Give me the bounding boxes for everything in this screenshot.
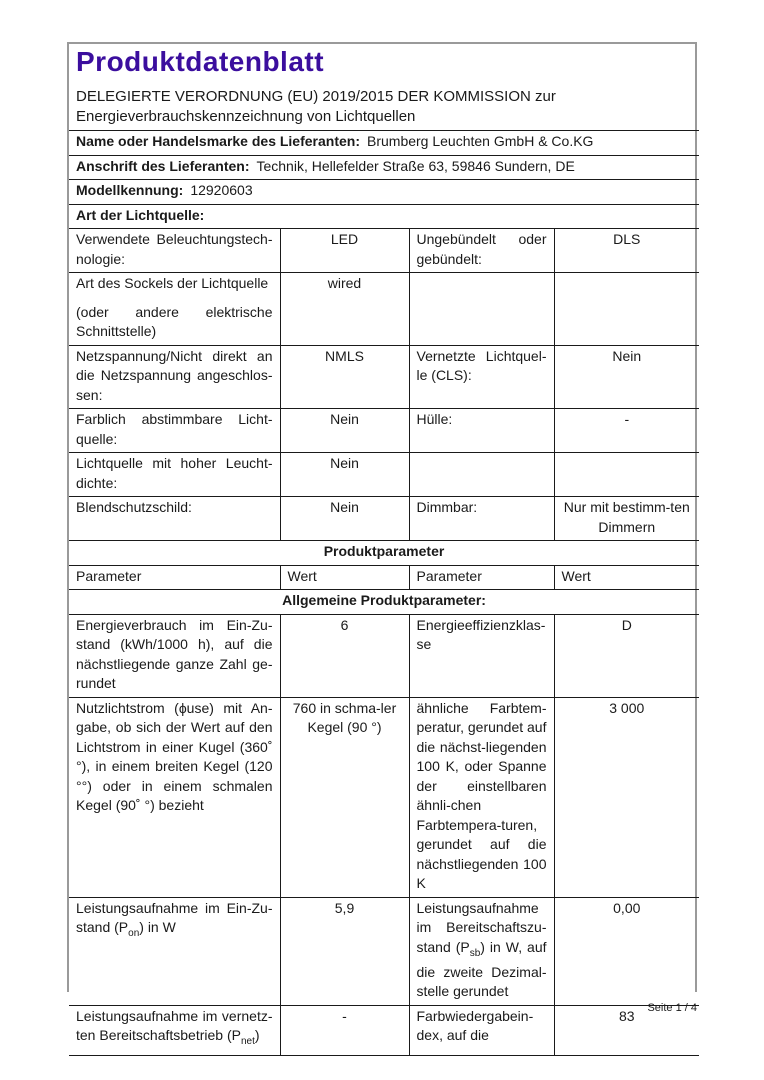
- subscript: sb: [469, 947, 481, 959]
- value-cell: 0,00: [554, 897, 699, 1005]
- param-cell: [69, 897, 280, 1005]
- param-text: ) in W, auf die zweite Dezimal-stelle gerundet: [416, 938, 547, 1000]
- param-text: Leistungsaufnahme im vernetz-ten Bereitschaftsbetrieb (P: [76, 1007, 273, 1044]
- supplier-address-row: [69, 155, 699, 180]
- param-cell: [69, 273, 280, 346]
- param-cell: Lichtquelle mit hoher Leucht-dichte:: [69, 453, 280, 497]
- column-header-row: [69, 565, 699, 590]
- param-cell: Farblich abstimmbare Licht-quelle:: [69, 409, 280, 453]
- table-row: [69, 614, 699, 697]
- column-header-param2: Parameter: [409, 565, 554, 590]
- param-cell-empty: [409, 273, 554, 346]
- table-row: [69, 453, 699, 497]
- param-cell: Vernetzte Lichtquel-le (CLS):: [409, 345, 554, 409]
- table-row: [69, 273, 699, 346]
- supplier-name-label: Name oder Handelsmarke des Lieferanten:: [76, 133, 360, 149]
- title-row: [69, 44, 699, 131]
- param-cell: Farbwiedergabein-dex, auf die: [409, 1005, 554, 1055]
- param-cell: Energieverbrauch im Ein-Zu-stand (kWh/1000 h), auf die nächstliegende ganze Zahl ge-rundet: [69, 614, 280, 697]
- value-cell: wired: [280, 273, 409, 346]
- subscript: net: [240, 1036, 255, 1048]
- supplier-name-row: [69, 131, 699, 156]
- param-text: ) in W: [139, 919, 176, 935]
- supplier-name-cell: [69, 131, 699, 156]
- value-cell-empty: [554, 273, 699, 346]
- section-general-parameters-row: [69, 590, 699, 615]
- table-row: [69, 345, 699, 409]
- param-cell: Energieeffizienzklas-se: [409, 614, 554, 697]
- param-cell: Netzspannung/Nicht direkt an die Netzspannung angeschlos-sen:: [69, 345, 280, 409]
- table-row: [69, 497, 699, 541]
- value-cell: Nein: [280, 409, 409, 453]
- supplier-address-cell: [69, 155, 699, 180]
- section-light-source-type: Art der Lichtquelle:: [69, 204, 699, 229]
- table-row: [69, 897, 699, 1005]
- column-header-value1: Wert: [280, 565, 409, 590]
- section-product-parameters-row: [69, 541, 699, 566]
- param-line-1: Art des Sockels der Lichtquelle: [76, 275, 269, 291]
- column-header-param1: Parameter: [69, 565, 280, 590]
- param-cell: ähnliche Farbtem-peratur, gerundet auf die nächst-liegenden 100 K, oder Spanne der einstellbaren ähnli-chen Farbtempera-turen, gerundet auf die nächstliegenden 100 K: [409, 697, 554, 897]
- table-row: [69, 229, 699, 273]
- value-cell: Nur mit bestimm-ten Dimmern: [554, 497, 699, 541]
- value-cell: 5,9: [280, 897, 409, 1005]
- model-id-value: 12920603: [190, 182, 253, 198]
- section-light-source-type-row: [69, 204, 699, 229]
- subtitle-line-1: DELEGIERTE VERORDNUNG (EU) 2019/2015 DER KOMMISSION zur: [76, 88, 556, 105]
- param-cell: Nutzlichtstrom (ϕuse) mit An-gabe, ob sich der Wert auf den Lichtstrom in einer Kugel (360˚ °), in einem breiten Kegel (120 °°) oder in einem schmalen Kegel (90˚ °) bezieht: [69, 697, 280, 897]
- model-id-label: Modellkennung:: [76, 182, 184, 198]
- value-cell: Nein: [280, 497, 409, 541]
- model-id-cell: [69, 180, 699, 205]
- param-cell: Blendschutzschild:: [69, 497, 280, 541]
- table-row: [69, 697, 699, 897]
- value-cell: D: [554, 614, 699, 697]
- column-header-value2: Wert: [554, 565, 699, 590]
- value-cell: LED: [280, 229, 409, 273]
- table-row: [69, 409, 699, 453]
- title-cell: [69, 44, 699, 131]
- regulation-subtitle: [76, 87, 692, 127]
- param-cell: [409, 897, 554, 1005]
- value-cell: Nein: [280, 453, 409, 497]
- value-cell: NMLS: [280, 345, 409, 409]
- subtitle-line-2: Energieverbrauchskennzeichnung von Lichtquellen: [76, 108, 416, 125]
- value-cell-empty: [554, 453, 699, 497]
- param-cell: Verwendete Beleuchtungstech-nologie:: [69, 229, 280, 273]
- supplier-address-value: Technik, Hellefelder Straße 63, 59846 Sundern, DE: [256, 157, 575, 174]
- datasheet-table: [69, 44, 699, 1056]
- value-cell: 3 000: [554, 697, 699, 897]
- section-general-parameters: Allgemeine Produktparameter:: [69, 590, 699, 615]
- param-text: ): [254, 1027, 260, 1044]
- subscript: on: [128, 927, 140, 939]
- model-id-row: [69, 180, 699, 205]
- section-product-parameters: Produktparameter: [69, 541, 699, 566]
- page-number: Seite 1 / 4: [647, 1002, 697, 1014]
- param-cell: Dimmbar:: [409, 497, 554, 541]
- value-cell: -: [280, 1005, 409, 1055]
- param-line-2: (oder andere elektrische Schnittstelle): [76, 303, 273, 339]
- param-cell: Hülle:: [409, 409, 554, 453]
- page-title: Produktdatenblatt: [76, 46, 325, 77]
- value-cell: DLS: [554, 229, 699, 273]
- value-cell: Nein: [554, 345, 699, 409]
- param-cell: Ungebündelt oder gebündelt:: [409, 229, 554, 273]
- value-cell: 760 in schma-ler Kegel (90 °): [280, 697, 409, 897]
- supplier-address-label: Anschrift des Lieferanten:: [76, 157, 250, 174]
- param-cell-empty: [409, 453, 554, 497]
- value-cell: -: [554, 409, 699, 453]
- supplier-name-value: Brumberg Leuchten GmbH & Co.KG: [367, 133, 594, 149]
- value-cell: 83: [554, 1005, 699, 1055]
- param-text: Leistungsaufnahme im Ein-Zu-stand (P: [76, 899, 273, 935]
- param-text: Leistungsaufnahme im Bereitschaftszu-stand (P: [416, 899, 547, 955]
- value-cell: 6: [280, 614, 409, 697]
